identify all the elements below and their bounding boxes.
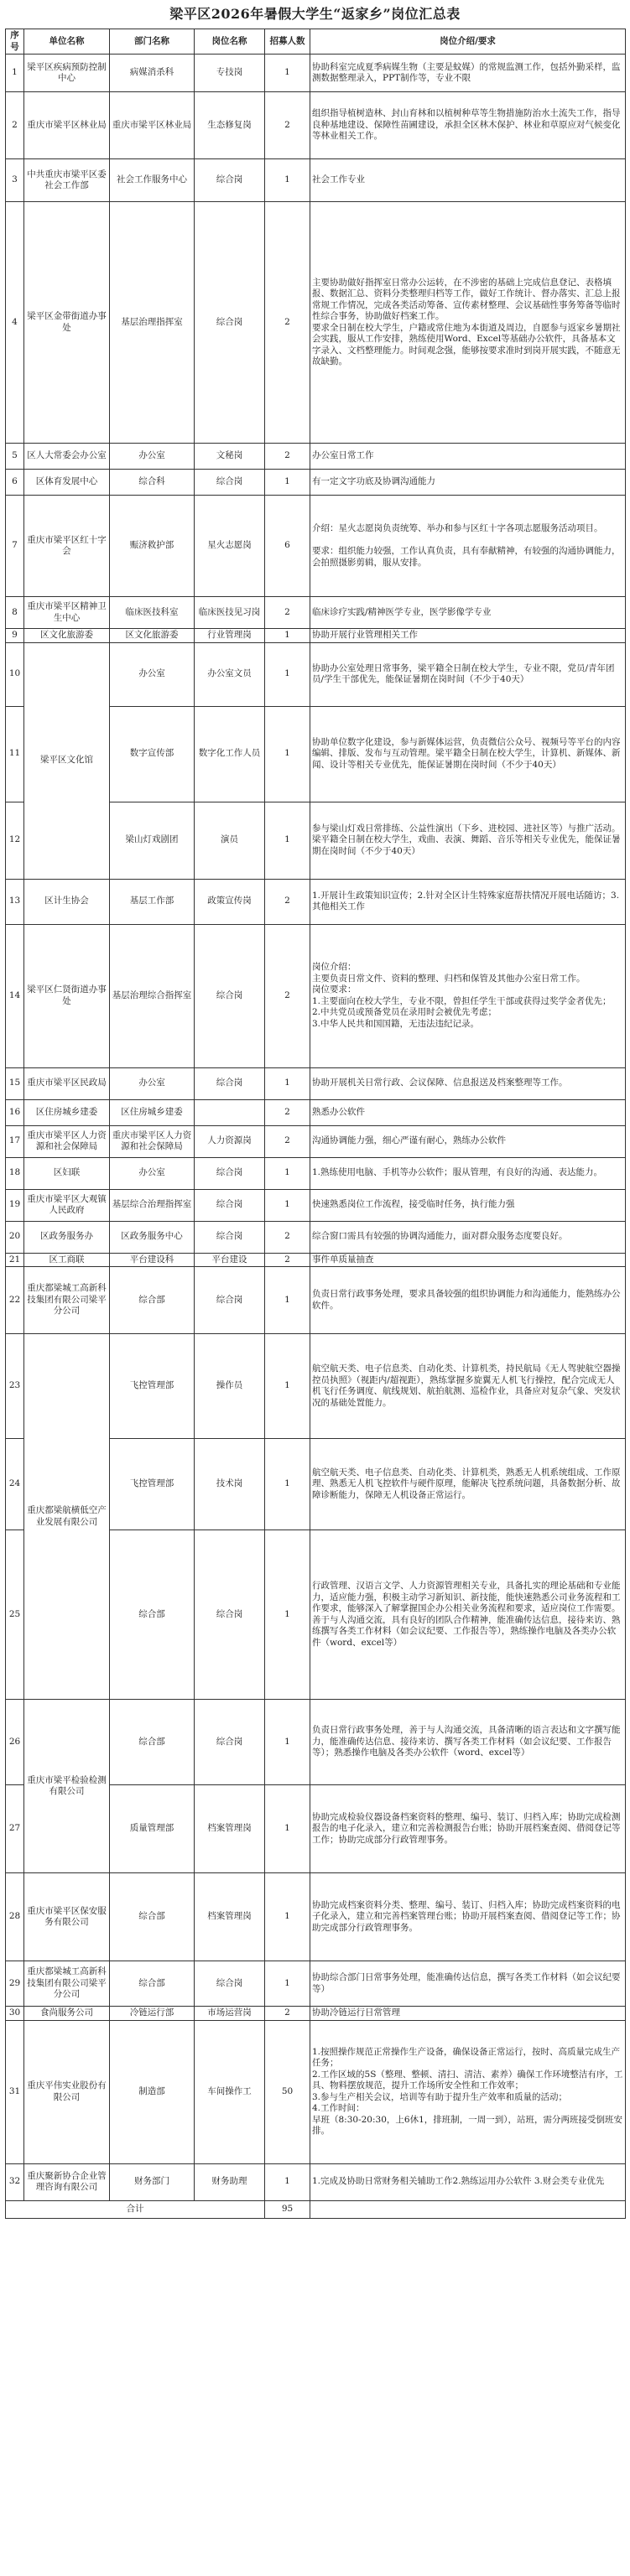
post-description: 沟通协调能力强，细心严谨有耐心，熟练办公软件	[310, 1125, 626, 1157]
post-name: 临床医技见习岗	[195, 597, 265, 629]
post-description: 综合窗口需具有较强的协调沟通能力，面对群众服务态度要良好。	[310, 1221, 626, 1253]
unit-name: 重庆市梁平区保安服务有限公司	[24, 1873, 110, 1961]
post-description: 行政管理、汉语言文学、人力资源管理相关专业，具备扎实的理论基础和专业能力，适应能力强，积极主动学习新知识、新技能，能快速熟悉公司业务流程和工作要求，能够深入了解掌握国企办公相关业务流程和要求，适应岗位工作需要。善于与人沟通交流，具有良好的团队合作精神，能准确传达信息，接待来访、熟练撰写各类工作材料（如会议纪要、工作报告等），熟练操作电脑及各类办公软件（word、excel等）	[310, 1530, 626, 1700]
table-row	[6, 1221, 626, 1253]
unit-name: 区人大常委会办公室	[24, 444, 110, 470]
department-name: 飞控管理部	[110, 1439, 195, 1530]
post-description: 协助开展行业管理相关工作	[310, 629, 626, 643]
post-name: 档案管理岗	[195, 1785, 265, 1873]
department-name: 办公室	[110, 444, 195, 470]
post-name	[195, 1099, 265, 1125]
unit-name: 梁平区文化馆	[24, 642, 110, 879]
department-name: 梁山灯戏剧团	[110, 802, 195, 879]
header-post: 岗位名称	[195, 29, 265, 55]
post-name: 档案管理岗	[195, 1873, 265, 1961]
table-row	[6, 470, 626, 496]
header-dept: 部门名称	[110, 29, 195, 55]
recruit-count: 1	[265, 159, 310, 202]
header-no: 序号	[6, 29, 24, 55]
unit-name: 重庆聚新协合企业管理咨询有限公司	[24, 2163, 110, 2200]
department-name: 飞控管理部	[110, 1334, 195, 1439]
recruit-count: 1	[265, 1961, 310, 2007]
post-description: 航空航天类、电子信息类、自动化类、计算机类，持民航局《无人驾驶航空器操控员执照》（视距内/超视距），熟练掌握多旋翼无人机飞行操控，配合完成无人机飞行任务调度、航线规划、航拍航测、巡检作业，具备应对复杂气象、突发状况的基础处置能力。	[310, 1334, 626, 1439]
table-row	[6, 642, 626, 706]
recruit-count: 2	[265, 1253, 310, 1267]
post-name: 综合岗	[195, 1221, 265, 1253]
table-row	[6, 629, 626, 643]
post-name: 综合岗	[195, 159, 265, 202]
department-name: 办公室	[110, 642, 195, 706]
table-row	[6, 1189, 626, 1221]
department-name: 赈济救护部	[110, 496, 195, 597]
department-name: 综合部	[110, 1873, 195, 1961]
unit-name: 区体育发展中心	[24, 470, 110, 496]
row-number: 12	[6, 802, 24, 879]
table-row	[6, 1125, 626, 1157]
recruit-count: 1	[265, 1785, 310, 1873]
table-row	[6, 496, 626, 597]
post-description: 协助完成检验仪器设备档案资料的整理、编号、装订、归档入库；协助完成检测报告的电子化录入，建立和完善检测报告台账；协助开展档案查阅、借阅登记等工作；协助完成部分行政管理事务。	[310, 1785, 626, 1873]
row-number: 32	[6, 2163, 24, 2200]
post-description: 办公室日常工作	[310, 444, 626, 470]
recruit-count: 2	[265, 1099, 310, 1125]
recruit-count: 1	[265, 1067, 310, 1099]
department-name: 区文化旅游委	[110, 629, 195, 643]
post-description: 负责日常行政事务处理，善于与人沟通交流，具备清晰的语言表达和文字撰写能力，能准确传达信息、接待来访、撰写各类工作材料（如会议纪要、工作报告等）；熟悉操作电脑及各类办公软件（word、excel等）	[310, 1700, 626, 1785]
recruit-count: 2	[265, 597, 310, 629]
post-name: 数字化工作人员	[195, 706, 265, 802]
recruit-count: 1	[265, 1530, 310, 1700]
row-number: 17	[6, 1125, 24, 1157]
recruit-count: 1	[265, 1439, 310, 1530]
recruit-count: 2	[265, 202, 310, 444]
table-row	[6, 1253, 626, 1267]
table-row	[6, 924, 626, 1067]
header-count: 招募人数	[265, 29, 310, 55]
department-name: 病媒消杀科	[110, 55, 195, 92]
post-name: 综合岗	[195, 1067, 265, 1099]
department-name: 社会工作服务中心	[110, 159, 195, 202]
recruit-count: 1	[265, 2163, 310, 2200]
row-number: 11	[6, 706, 24, 802]
unit-name: 区文化旅游委	[24, 629, 110, 643]
recruit-count: 2	[265, 92, 310, 159]
recruit-count: 6	[265, 496, 310, 597]
table-row	[6, 202, 626, 444]
row-number: 23	[6, 1334, 24, 1439]
post-name: 财务助理	[195, 2163, 265, 2200]
department-name: 综合部	[110, 1961, 195, 2007]
department-name: 基层工作部	[110, 879, 195, 924]
department-name: 质量管理部	[110, 1785, 195, 1873]
post-name: 平台建设	[195, 1253, 265, 1267]
department-name: 区政务服务中心	[110, 1221, 195, 1253]
post-description: 协助科室完成夏季病媒生物（主要是蚊媒）的常规监测工作，包括外勤采样，监测数据整理录入，PPT制作等，专业不限	[310, 55, 626, 92]
table-body	[6, 55, 626, 2219]
department-name: 综合部	[110, 1267, 195, 1334]
post-name: 人力资源岗	[195, 1125, 265, 1157]
table-row	[6, 2007, 626, 2021]
recruit-count: 2	[265, 924, 310, 1067]
post-name: 综合岗	[195, 1157, 265, 1189]
row-number: 13	[6, 879, 24, 924]
department-name: 制造部	[110, 2020, 195, 2163]
department-name: 平台建设科	[110, 1253, 195, 1267]
post-name: 综合岗	[195, 924, 265, 1067]
table-row	[6, 159, 626, 202]
recruit-count: 2	[265, 444, 310, 470]
post-description: 介绍：星火志愿岗负责统筹、举办和参与区红十字各项志愿服务活动项目。 要求：组织能力较强，工作认真负责，具有奉献精神，有较强的沟通协调能力，会拍照摄影剪辑，服从安排。	[310, 496, 626, 597]
recruit-count: 1	[265, 642, 310, 706]
post-name: 市场运营岗	[195, 2007, 265, 2021]
table-row	[6, 92, 626, 159]
table-row	[6, 1099, 626, 1125]
recruit-count: 2	[265, 879, 310, 924]
post-description: 事件单质量抽查	[310, 1253, 626, 1267]
row-number: 21	[6, 1253, 24, 1267]
table-row	[6, 879, 626, 924]
post-description: 1.开展计生政策知识宣传；2.针对全区计生特殊家庭帮扶情况开展电话随访；3.其他相关工作	[310, 879, 626, 924]
department-name: 基层综合治理指挥室	[110, 1189, 195, 1221]
unit-name: 区政务服务办	[24, 1221, 110, 1253]
post-description: 快速熟悉岗位工作流程，接受临时任务，执行能力强	[310, 1189, 626, 1221]
post-name: 演员	[195, 802, 265, 879]
unit-name: 中共重庆市梁平区委社会工作部	[24, 159, 110, 202]
row-number: 18	[6, 1157, 24, 1189]
post-name: 车间操作工	[195, 2020, 265, 2163]
post-description: 协助综合部门日常事务处理，能准确传达信息，撰写各类工作材料（如会议纪要等）	[310, 1961, 626, 2007]
post-description: 1.按照操作规范正常操作生产设备，确保设备正常运行，按时、高质量完成生产任务； 2.工作区域的5S（整理、整顿、清扫、清洁、素养）确保工作环境整洁有序，工具、物料摆放规范，提升工作场所安全性和工作效率； 3.参与生产相关会议，培训等有助于提升生产效率和质量的活动； 4.工作时间： 早班（8:30-20:30，上6休1，排班制，一周一到），站班，需分两班接受倒班安排。	[310, 2020, 626, 2163]
department-name: 办公室	[110, 1067, 195, 1099]
row-number: 20	[6, 1221, 24, 1253]
row-number: 27	[6, 1785, 24, 1873]
unit-name: 重庆市梁平区精神卫生中心	[24, 597, 110, 629]
table-header-row	[6, 29, 626, 55]
unit-name: 区工商联	[24, 1253, 110, 1267]
row-number: 29	[6, 1961, 24, 2007]
total-count: 95	[265, 2200, 310, 2218]
post-name: 星火志愿岗	[195, 496, 265, 597]
post-description: 协助开展机关日常行政、会议保障、信息报送及档案整理等工作。	[310, 1067, 626, 1099]
post-name: 文秘岗	[195, 444, 265, 470]
post-description: 协助单位数字化建设，参与新媒体运营，负责微信公众号、视频号等平台的内容编辑、排版、发布与互动管理。梁平籍全日制在校大学生，计算机、新媒体、新闻、设计等相关专业优先，能保证暑期在岗时间（不少于40天）	[310, 706, 626, 802]
header-desc: 岗位介绍/要求	[310, 29, 626, 55]
department-name: 数字宣传部	[110, 706, 195, 802]
table-row	[6, 2020, 626, 2163]
post-name: 综合岗	[195, 1267, 265, 1334]
department-name: 临床医技科室	[110, 597, 195, 629]
unit-name: 区住房城乡建委	[24, 1099, 110, 1125]
row-number: 30	[6, 2007, 24, 2021]
post-name: 生态修复岗	[195, 92, 265, 159]
unit-name: 梁平区金带街道办事处	[24, 202, 110, 444]
row-number: 14	[6, 924, 24, 1067]
unit-name: 重庆平伟实业股份有限公司	[24, 2020, 110, 2163]
department-name: 冷链运行部	[110, 2007, 195, 2021]
unit-name: 梁平区疾病预防控制中心	[24, 55, 110, 92]
department-name: 综合部	[110, 1530, 195, 1700]
recruit-count: 1	[265, 1873, 310, 1961]
row-number: 6	[6, 470, 24, 496]
recruit-count: 1	[265, 55, 310, 92]
post-description: 负责日常行政事务处理，要求具备较强的组织协调能力和沟通能力，能熟练办公软件。	[310, 1267, 626, 1334]
total-label: 合计	[6, 2200, 265, 2218]
recruit-count: 1	[265, 1267, 310, 1334]
department-name: 财务部门	[110, 2163, 195, 2200]
post-name: 操作员	[195, 1334, 265, 1439]
department-name: 区住房城乡建委	[110, 1099, 195, 1125]
row-number: 9	[6, 629, 24, 643]
unit-name: 重庆都梁航横低空产业发展有限公司	[24, 1334, 110, 1700]
unit-name: 区妇联	[24, 1157, 110, 1189]
row-number: 1	[6, 55, 24, 92]
row-number: 15	[6, 1067, 24, 1099]
table-row	[6, 1873, 626, 1961]
post-description: 协助冷链运行日常管理	[310, 2007, 626, 2021]
department-name: 基层治理指挥室	[110, 202, 195, 444]
total-empty-cell	[310, 2200, 626, 2218]
post-name: 综合岗	[195, 1189, 265, 1221]
post-name: 综合岗	[195, 1530, 265, 1700]
department-name: 综合科	[110, 470, 195, 496]
page-title: 梁平区2026年暑假大学生“返家乡”岗位汇总表	[169, 6, 461, 22]
total-row	[6, 2200, 626, 2218]
row-number: 5	[6, 444, 24, 470]
recruit-count: 50	[265, 2020, 310, 2163]
row-number: 7	[6, 496, 24, 597]
table-row	[6, 597, 626, 629]
unit-name: 重庆市梁平区林业局	[24, 92, 110, 159]
row-number: 31	[6, 2020, 24, 2163]
unit-name: 重庆市梁平区大观镇人民政府	[24, 1189, 110, 1221]
unit-name: 重庆都梁城工高新科技集团有限公司梁平分公司	[24, 1961, 110, 2007]
post-description: 参与梁山灯戏日常排练、公益性演出（下乡、进校园、进社区等）与推广活动。梁平籍全日制在校大学生，戏曲、表演、舞蹈、音乐等相关专业优先，能保证暑期在岗时间（不少于40天）	[310, 802, 626, 879]
row-number: 24	[6, 1439, 24, 1530]
post-description: 1.完成及协助日常财务相关辅助工作2.熟练运用办公软件 3.财会类专业优先	[310, 2163, 626, 2200]
post-name: 专技岗	[195, 55, 265, 92]
row-number: 3	[6, 159, 24, 202]
row-number: 19	[6, 1189, 24, 1221]
post-description: 1.熟练使用电脑、手机等办公软件；服从管理，有良好的沟通、表达能力。	[310, 1157, 626, 1189]
row-number: 22	[6, 1267, 24, 1334]
row-number: 25	[6, 1530, 24, 1700]
post-description: 有一定文字功底及协调沟通能力	[310, 470, 626, 496]
recruit-count: 1	[265, 629, 310, 643]
table-row	[6, 2163, 626, 2200]
unit-name: 重庆市梁平检验检测有限公司	[24, 1700, 110, 1873]
table-row	[6, 1334, 626, 1439]
post-description: 组织指导植树造林、封山育林和以植树种草等生物措施防治水土流失工作，指导良种基地建设、保障性苗圃建设，承担全区林木保护、林业和草原应对气候变化等林业相关工作。	[310, 92, 626, 159]
post-description: 主要协助做好指挥室日常办公运转，在不涉密的基础上完成信息登记、表格填报、数据汇总、资料分类整理归档等工作，做好工作统计、督办落实、汇总上报常规工作情况，完成各类活动筹备、宣传素材整理、会议基础性事务筹备等临时性综合事务，协助做好档案工作。 要求全日制在校大学生，户籍或常住地为本街道及周边，自愿参与返家乡暑期社会实践，服从工作安排，熟练使用Word、Excel等基础办公软件，具备基本文字录入、文档整理能力。时间观念强，能够按要求准时到岗开展实践，不随意无故缺勤。	[310, 202, 626, 444]
unit-name: 区计生协会	[24, 879, 110, 924]
post-description: 熟悉办公软件	[310, 1099, 626, 1125]
recruit-count: 1	[265, 802, 310, 879]
table-row	[6, 1961, 626, 2007]
unit-name: 重庆都梁城工高新科技集团有限公司梁平分公司	[24, 1267, 110, 1334]
table-row	[6, 1067, 626, 1099]
post-description: 航空航天类、电子信息类、自动化类、计算机类，熟悉无人机系统组成、工作原理、熟悉无人机飞控软件与硬件原理，能解决飞控系统问题，具备数据分析、故障诊断能力，保障无人机设备正常运行。	[310, 1439, 626, 1530]
positions-table	[5, 29, 626, 2219]
table-row	[6, 1700, 626, 1785]
unit-name: 重庆市梁平区红十字会	[24, 496, 110, 597]
table-row	[6, 55, 626, 92]
table-row	[6, 444, 626, 470]
post-name: 行业管理岗	[195, 629, 265, 643]
row-number: 4	[6, 202, 24, 444]
unit-name: 重庆市梁平区民政局	[24, 1067, 110, 1099]
row-number: 8	[6, 597, 24, 629]
row-number: 10	[6, 642, 24, 706]
recruit-count: 2	[265, 1125, 310, 1157]
row-number: 16	[6, 1099, 24, 1125]
post-name: 综合岗	[195, 470, 265, 496]
post-name: 综合岗	[195, 1961, 265, 2007]
header-unit: 单位名称	[24, 29, 110, 55]
post-description: 临床诊疗实践/精神医学专业，医学影像学专业	[310, 597, 626, 629]
post-description: 协助完成档案资料分类、整理、编号、装订、归档入库；协助完成档案资料的电子化录入，建立和完善档案管理台账；协助开展档案查阅、借阅登记等工作；协助完成部分行政管理事务。	[310, 1873, 626, 1961]
recruit-count: 2	[265, 1221, 310, 1253]
row-number: 28	[6, 1873, 24, 1961]
recruit-count: 2	[265, 2007, 310, 2021]
department-name: 重庆市梁平区人力资源和社会保障局	[110, 1125, 195, 1157]
post-description: 社会工作专业	[310, 159, 626, 202]
post-name: 政策宣传岗	[195, 879, 265, 924]
recruit-count: 1	[265, 1157, 310, 1189]
post-name: 综合岗	[195, 1700, 265, 1785]
department-name: 重庆市梁平区林业局	[110, 92, 195, 159]
recruit-count: 1	[265, 1700, 310, 1785]
recruit-count: 1	[265, 706, 310, 802]
recruit-count: 1	[265, 1189, 310, 1221]
row-number: 26	[6, 1700, 24, 1785]
department-name: 办公室	[110, 1157, 195, 1189]
post-name: 综合岗	[195, 202, 265, 444]
table-row	[6, 1157, 626, 1189]
department-name: 综合部	[110, 1700, 195, 1785]
post-name: 技术岗	[195, 1439, 265, 1530]
post-description: 岗位介绍： 主要负责日常文件、资料的整理、归档和保管及其他办公室日常工作。 岗位要求： 1.主要面向在校大学生，专业不限，曾担任学生干部或获得过奖学金者优先； 2.中共党员或预备党员在录用时会被优先考虑； 3.中华人民共和国国籍，无违法违纪记录。	[310, 924, 626, 1067]
unit-name: 梁平区仁贤街道办事处	[24, 924, 110, 1067]
unit-name: 食尚服务公司	[24, 2007, 110, 2021]
table-row	[6, 1267, 626, 1334]
post-name: 办公室文员	[195, 642, 265, 706]
post-description: 协助办公室处理日常事务，梁平籍全日制在校大学生，专业不限，党员/青年团员/学生干部优先，能保证暑期在岗时间（不少于40天）	[310, 642, 626, 706]
row-number: 2	[6, 92, 24, 159]
recruit-count: 1	[265, 1334, 310, 1439]
recruit-count: 1	[265, 470, 310, 496]
unit-name: 重庆市梁平区人力资源和社会保障局	[24, 1125, 110, 1157]
department-name: 基层治理综合指挥室	[110, 924, 195, 1067]
